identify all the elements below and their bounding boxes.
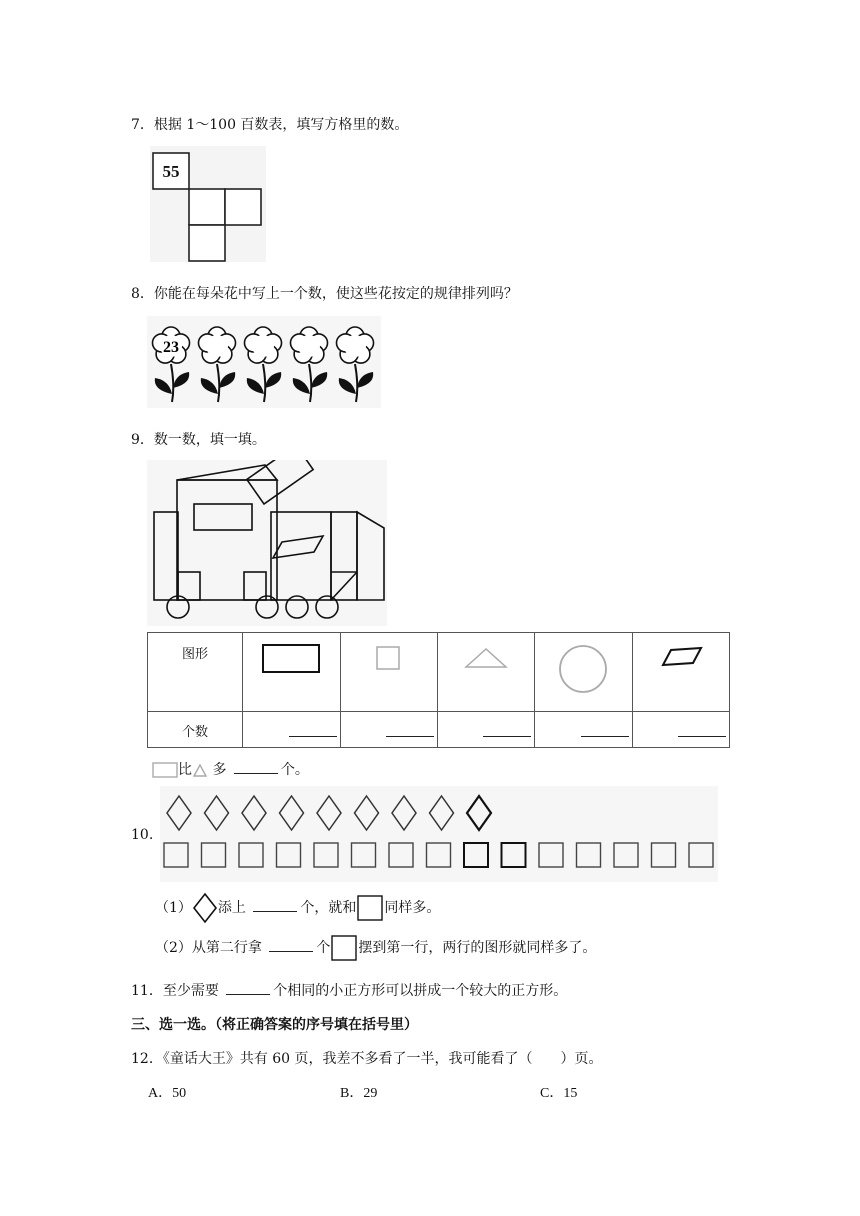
table-row-label-count: 个数 [148, 712, 243, 748]
question-10-number: 10. [131, 827, 154, 843]
count-blank-circle[interactable] [535, 712, 633, 748]
count-blank-triangle[interactable] [438, 712, 535, 748]
flower-row [147, 316, 381, 408]
option-c[interactable]: C．15 [540, 1086, 578, 1101]
square-icon [152, 762, 178, 778]
question-9: 9．数一数，填一填。 [131, 432, 266, 448]
part-2-prefix: （2）从第二行拿 [155, 940, 262, 956]
rectangle-icon [243, 633, 340, 707]
part-2-answer-blank[interactable] [269, 939, 313, 952]
question-12: 12．《童话大王》共有 60 页，我差不多看了一半，我可能看了（ ）页。 [131, 1051, 603, 1067]
given-number-55: 55 [162, 162, 180, 181]
question-11-answer-blank[interactable] [226, 982, 270, 995]
question-10-part-1 [155, 892, 440, 924]
parallelogram-icon [633, 633, 729, 707]
part-2-text-c: 摆到第一行，两行的图形就同样多了。 [358, 940, 597, 956]
triangle-icon [438, 633, 534, 707]
option-a[interactable]: A．50 [148, 1086, 187, 1101]
question-11-suffix: 个相同的小正方形可以拼成一个较大的正方形。 [273, 983, 568, 999]
part-1-text-b: 个，就和 [300, 900, 357, 916]
question-11-prefix: 11．至少需要 [131, 983, 219, 999]
shape-count-table [147, 632, 730, 748]
given-number-23: 23 [163, 339, 179, 356]
hundred-chart-grid [150, 146, 266, 262]
question-8: 8．你能在每朵花中写上一个数，使这些花按定的规律排列吗？ [131, 286, 518, 302]
count-blank-parallelogram[interactable] [633, 712, 730, 748]
question-10-part-2 [155, 934, 596, 962]
diamond-icon [192, 892, 218, 924]
triangle-cell [438, 633, 535, 712]
count-blank-rectangle[interactable] [243, 712, 341, 748]
truck-figure [147, 460, 387, 626]
part-1-text-a: 添上 [217, 900, 246, 916]
compare-line [152, 759, 309, 779]
triangle-icon [192, 762, 208, 778]
question-11 [131, 980, 567, 1000]
part-2-text-b: 个 [316, 940, 331, 956]
table-row-label-shape: 图形 [148, 633, 243, 712]
parallelogram-cell [633, 633, 730, 712]
rectangle-cell [243, 633, 341, 712]
circle-icon [535, 633, 632, 707]
compare-more: 多 [212, 762, 227, 778]
square-cell [341, 633, 438, 712]
square-icon [341, 633, 437, 707]
compare-unit: 个。 [280, 762, 309, 778]
question-7: 7．根据 1～100 百数表，填写方格里的数。 [131, 117, 409, 133]
count-blank-square[interactable] [341, 712, 438, 748]
option-b[interactable]: B．29 [340, 1086, 378, 1101]
diamond-square-rows [160, 786, 718, 882]
square-icon [356, 894, 384, 922]
section-3-title: 三、选一选。（将正确答案的序号填在括号里） [131, 1017, 418, 1033]
part-1-prefix: （1） [155, 900, 192, 916]
compare-answer-blank[interactable] [234, 761, 278, 774]
part-1-text-c: 同样多。 [384, 900, 441, 916]
circle-cell [535, 633, 633, 712]
part-1-answer-blank[interactable] [253, 899, 297, 912]
compare-word: 比 [178, 762, 192, 778]
square-icon [330, 934, 358, 962]
